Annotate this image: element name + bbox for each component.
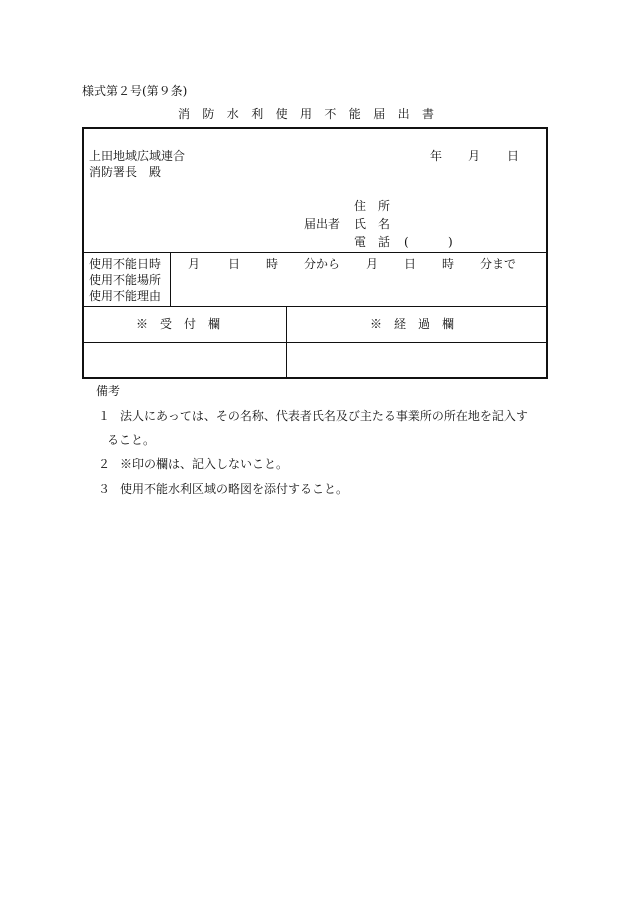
progress-label: ※ 経 過 欄 [370,317,455,331]
applicant-label: 届出者 [304,217,341,231]
from-day-field[interactable]: 日 [228,257,241,271]
form-number-label: 様式第２号(第９条) [82,84,188,98]
table-border-bottom [82,377,548,379]
reception-field[interactable] [84,343,286,377]
to-day-field[interactable]: 日 [404,257,417,271]
from-month-field[interactable]: 月 [188,257,201,271]
date-month-field[interactable]: 月 [468,149,481,163]
date-year-field[interactable]: 年 [430,149,443,163]
to-hour-field[interactable]: 時 [442,257,455,271]
table-border-top [82,127,548,129]
to-month-field[interactable]: 月 [366,257,379,271]
remark-text-1-line2: ること。 [107,433,156,447]
to-minute-field[interactable]: 分まで [480,257,517,271]
remark-text-2: ※印の欄は、記入しないこと。 [120,457,289,471]
table-divider-usage [82,306,548,307]
remarks-heading: 備考 [96,384,121,398]
table-divider-usage-label [170,252,171,306]
date-day-field[interactable]: 日 [507,149,520,163]
document-title: 消防水利使用不能届出書 [178,107,447,121]
remark-number-1: １ [98,409,111,423]
usage-place-label: 使用不能場所 [89,273,162,287]
addressee-line1: 上田地域広域連合 [89,149,186,163]
from-hour-field[interactable]: 時 [266,257,279,271]
remark-text-3: 使用不能水利区域の略図を添付すること。 [120,482,349,496]
usage-reason-label: 使用不能理由 [89,289,162,303]
usage-datetime-label: 使用不能日時 [89,257,162,271]
applicant-phone-label: 電 話 [354,235,391,249]
applicant-address-label: 住 所 [354,199,391,213]
remark-number-2: ２ [98,457,111,471]
reception-label: ※ 受 付 欄 [136,317,221,331]
remark-text-1-line1: 法人にあっては、その名称、代表者氏名及び主たる事業所の所在地を記入す [120,409,528,423]
remark-number-3: ３ [98,482,111,496]
applicant-name-label: 氏 名 [354,217,391,231]
phone-paren-close: ) [448,235,453,249]
table-divider-header [82,252,548,253]
from-minute-field[interactable]: 分から [304,257,341,271]
addressee-line2: 消防署長 殿 [89,165,162,179]
progress-field[interactable] [287,343,546,377]
phone-paren-open: ( [404,235,409,249]
